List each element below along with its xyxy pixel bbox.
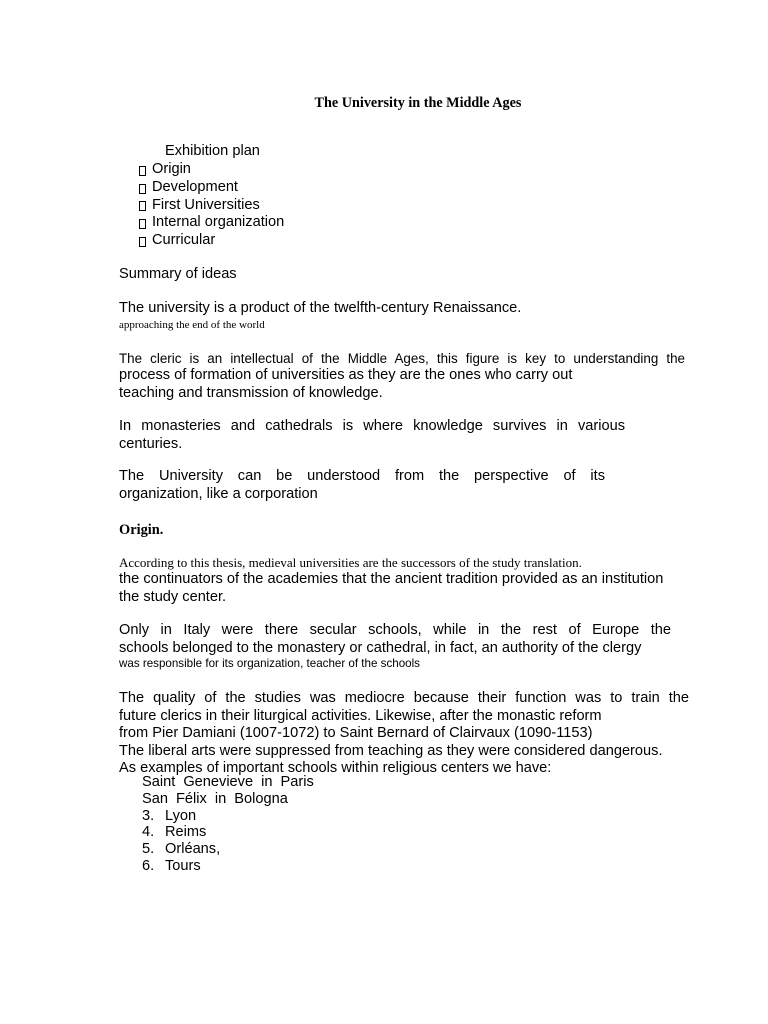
list-item: 3. Lyon [142, 807, 197, 824]
document-title: The University in the Middle Ages [314, 95, 522, 111]
checkbox-bullet-icon [139, 201, 146, 211]
checkbox-bullet-icon [139, 184, 146, 194]
paragraph-italy: Only in Italy were there secular schools, while in the rest of Europe the schools belonged to the monastery or cathedral, in fact, an authority of the clergy was responsible for its organization, teacher of the schools [119, 622, 671, 671]
paragraph-cleric: The cleric is an intellectual of the Middle Ages, this figure is key to understanding the process of formation of universities as they are the ones who carry out teaching and transmission of knowledge. [119, 351, 685, 401]
list-item: Internal organization [139, 214, 284, 232]
schools-list [142, 774, 314, 875]
paragraph-thesis: According to this thesis, medieval universities are the successors of the study translation. the continuators of the academies that the ancient tradition provided as an institution the study center. [119, 555, 664, 605]
paragraph-monasteries: In monasteries and cathedrals is where knowledge survives in various centuries. [119, 418, 625, 452]
exhibition-plan-heading: Exhibition plan [165, 143, 260, 159]
list-item: Curricular [139, 232, 284, 250]
list-item: 6. Tours [142, 857, 201, 874]
paragraph-renaissance-note: approaching the end of the world [119, 319, 265, 331]
exhibition-plan-list [139, 161, 284, 250]
paragraph-renaissance: The university is a product of the twelfth-century Renaissance. [119, 300, 522, 316]
list-item: 4. Reims [142, 824, 207, 841]
list-item: First Universities [139, 197, 284, 215]
checkbox-bullet-icon [139, 219, 146, 229]
list-item: Development [139, 179, 284, 197]
list-item: 5. Orléans, [142, 841, 221, 858]
checkbox-bullet-icon [139, 166, 146, 176]
summary-heading: Summary of ideas [119, 266, 237, 282]
list-item: Origin [139, 161, 284, 179]
paragraph-corporation: The University can be understood from the perspective of its organization, like a corporation [119, 468, 605, 502]
list-item: San Félix in Bologna [142, 790, 288, 807]
checkbox-bullet-icon [139, 237, 146, 247]
origin-heading: Origin. [119, 522, 164, 538]
paragraph-quality: The quality of the studies was mediocre because their function was to train the future clerics in their liturgical activities. Likewise, after the monastic reform from Pier Damiani (1007-1072) to Saint Bernard of Clairvaux (1090-1153) The liberal arts were suppressed from teaching as they were considered dangerous. As examples of important schools within religious centers we have: [119, 690, 689, 777]
list-item: Saint Genevieve in Paris [142, 774, 314, 790]
